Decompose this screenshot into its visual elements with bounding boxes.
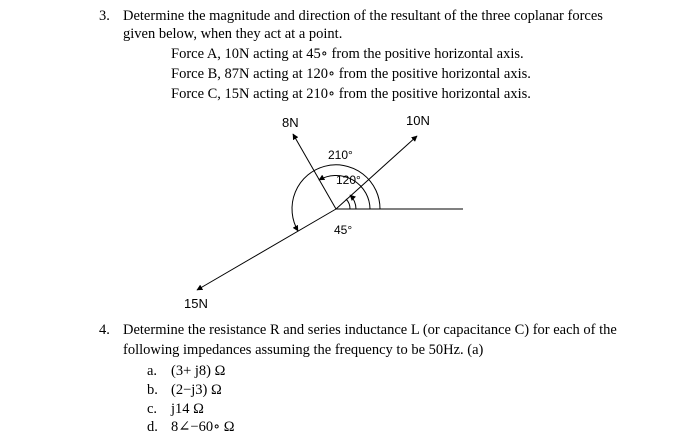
- arc-45-outer: [350, 195, 356, 209]
- force-a: Force A, 10N acting at 45∘ from the positive horizontal axis.: [171, 46, 524, 62]
- q4-item-a: (3+ j8) Ω: [171, 363, 226, 379]
- angle-label-45: 45°: [334, 223, 353, 237]
- q4-item-b-letter: b.: [147, 382, 158, 398]
- q4-item-d: 8∠−60∘ Ω: [171, 419, 235, 435]
- angle-label-210: 210°: [328, 148, 353, 162]
- vector-15n: [197, 209, 336, 290]
- q3-number: 3.: [99, 8, 110, 24]
- q4-item-c: j14 Ω: [171, 401, 204, 417]
- force-c: Force C, 15N acting at 210∘ from the positive horizontal axis.: [171, 86, 531, 102]
- label-8n: 8N: [282, 115, 299, 130]
- q4-text-line-1: Determine the resistance R and series inductance L (or capacitance C) for each of the: [123, 322, 617, 338]
- q3-text-line-1: Determine the magnitude and direction of the resultant of the three coplanar forces: [123, 8, 603, 24]
- q4-item-c-letter: c.: [147, 401, 158, 417]
- label-10n: 10N: [406, 113, 430, 128]
- angle-label-120: 120°: [336, 173, 361, 187]
- force-b: Force B, 87N acting at 120∘ from the positive horizontal axis.: [171, 66, 531, 82]
- q4-item-d-letter: d.: [147, 419, 158, 435]
- q4-item-a-letter: a.: [147, 363, 158, 379]
- q3-text-line-2: given below, when they act at a point.: [123, 26, 343, 42]
- q4-text-line-2: following impedances assuming the frequency to be 50Hz. (a): [123, 342, 484, 358]
- label-15n: 15N: [184, 296, 208, 311]
- vector-8n: [293, 134, 336, 209]
- arc-45-inner: [346, 199, 350, 209]
- q4-item-b: (2−j3) Ω: [171, 382, 222, 398]
- q4-number: 4.: [99, 322, 110, 338]
